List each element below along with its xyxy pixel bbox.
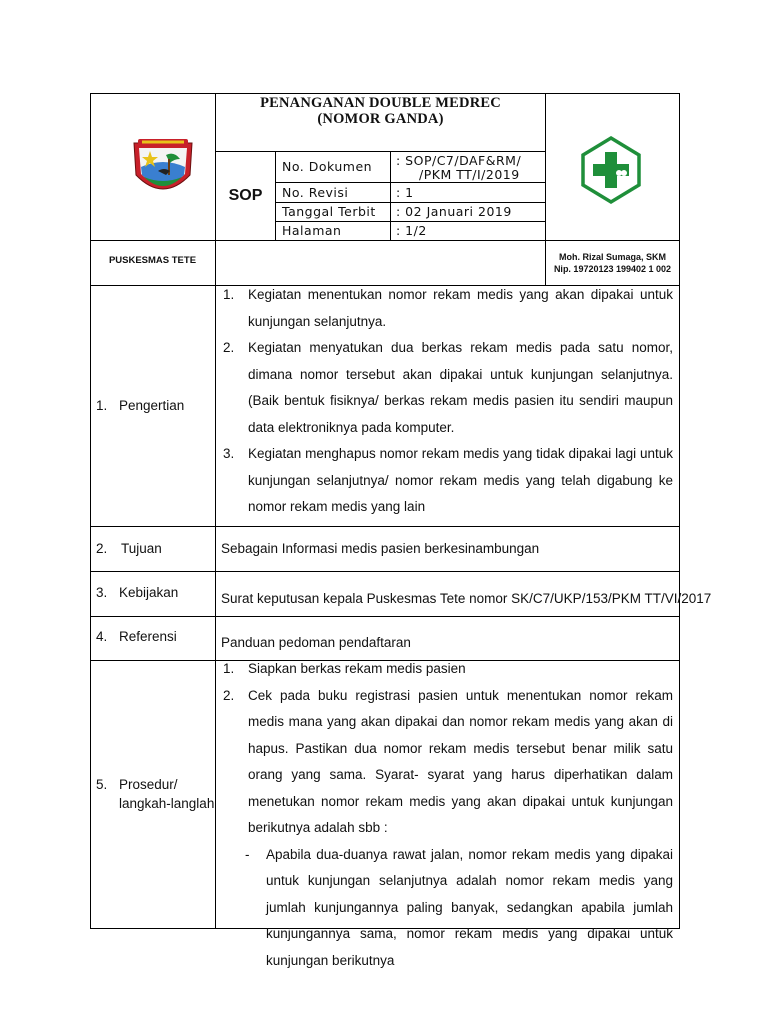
signer-name: Moh. Rizal Sumaga, SKM (558, 252, 666, 262)
section-content-pengertian (220, 282, 673, 521)
list-item: 2. Kegiatan menyatukan dua berkas rekam medis pada satu nomor, dimana nomor tersebut akan dipakai untuk kunjungan selanjutnya. (Baik bentuk fisiknya/ berkas rekam medis pasien itu sendiri maupun data elektroniknya pada komputer. (223, 340, 673, 435)
list-item: 1. Siapkan berkas rekam medis pasien (223, 661, 466, 676)
prosedur-label-line-1: Prosedur/ (119, 777, 178, 792)
regency-emblem-icon (130, 137, 196, 201)
section-content-tujuan: Sebagain Informasi medis pasien berkesinambungan (221, 541, 540, 556)
title-line-1: PENANGANAN DOUBLE MEDREC (260, 95, 501, 111)
section-content-referensi: Panduan pedoman pendaftaran (221, 635, 411, 650)
header-bottom-line (90, 240, 680, 241)
section-number-kebijakan: 3. (96, 585, 108, 600)
border-top (90, 93, 680, 94)
meta-value-tanggal: : 02 Januari 2019 (396, 204, 512, 219)
meta-label-halaman: Halaman (282, 223, 342, 238)
sub-list-item: - Apabila dua-duanya rawat jalan, nomor rekam medis yang dipakai untuk kunjungan selanjutnya adalah nomor rekam medis yang jumlah kunjungannya paling banyak, sedangkan apabila jumlah kunjungannya sama, nomor rekam medis yang dipakai untuk kunjungan berikutnya (245, 846, 673, 968)
label-column-divider (215, 93, 216, 929)
meta-value-halaman: : 1/2 (396, 223, 427, 238)
section-number-pengertian: 1. (96, 398, 108, 413)
section-number-tujuan: 2. (96, 541, 108, 556)
section-number-prosedur: 5. (96, 777, 108, 792)
section-label-referensi: Referensi (119, 629, 177, 644)
row-line-tujuan (90, 571, 680, 572)
list-item: 3. Kegiatan menghapus nomor rekam medis yang tidak dipakai lagi untuk kunjungan selanjutnya/ nomor rekam medis yang telah digabung ke nomor rekam medis yang lain (223, 446, 673, 514)
document-title (216, 95, 545, 127)
sop-label: SOP (228, 187, 263, 204)
list-item: 2. Cek pada buku registrasi pasien untuk menentukan nomor rekam medis mana yang akan dipakai dan nomor rekam medis yang akan di hapus. Pastikan dua nomor rekam medis tersebut benar milik satu orang yang sama. Syarat- syarat yang harus diperhatikan dalam menetukan nomor rekam medis yang akan dipakai untuk kunjungan berikutnya adalah sbb : (223, 687, 673, 835)
meta-divider (390, 151, 391, 241)
signature-block (545, 251, 680, 275)
section-label-kebijakan: Kebijakan (119, 585, 179, 600)
section-content-prosedur (220, 656, 673, 974)
title-line-2: (NOMOR GANDA) (317, 111, 444, 127)
signer-nip: Nip. 19720123 199402 1 002 (553, 264, 672, 274)
row-line-kebijakan (90, 616, 680, 617)
prosedur-label-line-2: langkah-langlah (119, 796, 215, 811)
row-line-pengertian (90, 526, 680, 527)
section-number-referensi: 4. (96, 629, 108, 644)
section-label-tujuan: Tujuan (121, 541, 162, 556)
meta-label-revisi: No. Revisi (282, 185, 349, 200)
border-left (90, 93, 91, 929)
section-content-kebijakan: Surat keputusan kepala Puskesmas Tete nomor SK/C7/UKP/153/PKM TT/VI/2017 (221, 591, 712, 606)
meta-value-dokumen-1: : SOP/C7/DAF&RM/ (396, 153, 522, 168)
sop-document (90, 93, 712, 968)
meta-value-revisi: : 1 (396, 185, 414, 200)
list-item: 1. Kegiatan menentukan nomor rekam medis yang akan dipakai untuk kunjungan selanjutnya. (223, 287, 673, 329)
institution-name: PUSKESMAS TETE (108, 255, 197, 266)
green-cross-icon (578, 135, 644, 205)
border-right (679, 93, 680, 929)
sop-divider (275, 151, 276, 241)
section-label-pengertian: Pengertian (119, 398, 185, 413)
meta-value-dokumen-2: /PKM TT/I/2019 (419, 167, 520, 182)
meta-label-tanggal: Tanggal Terbit (282, 204, 376, 219)
section-label-prosedur (119, 775, 214, 813)
meta-label-dokumen: No. Dokumen (282, 159, 373, 174)
